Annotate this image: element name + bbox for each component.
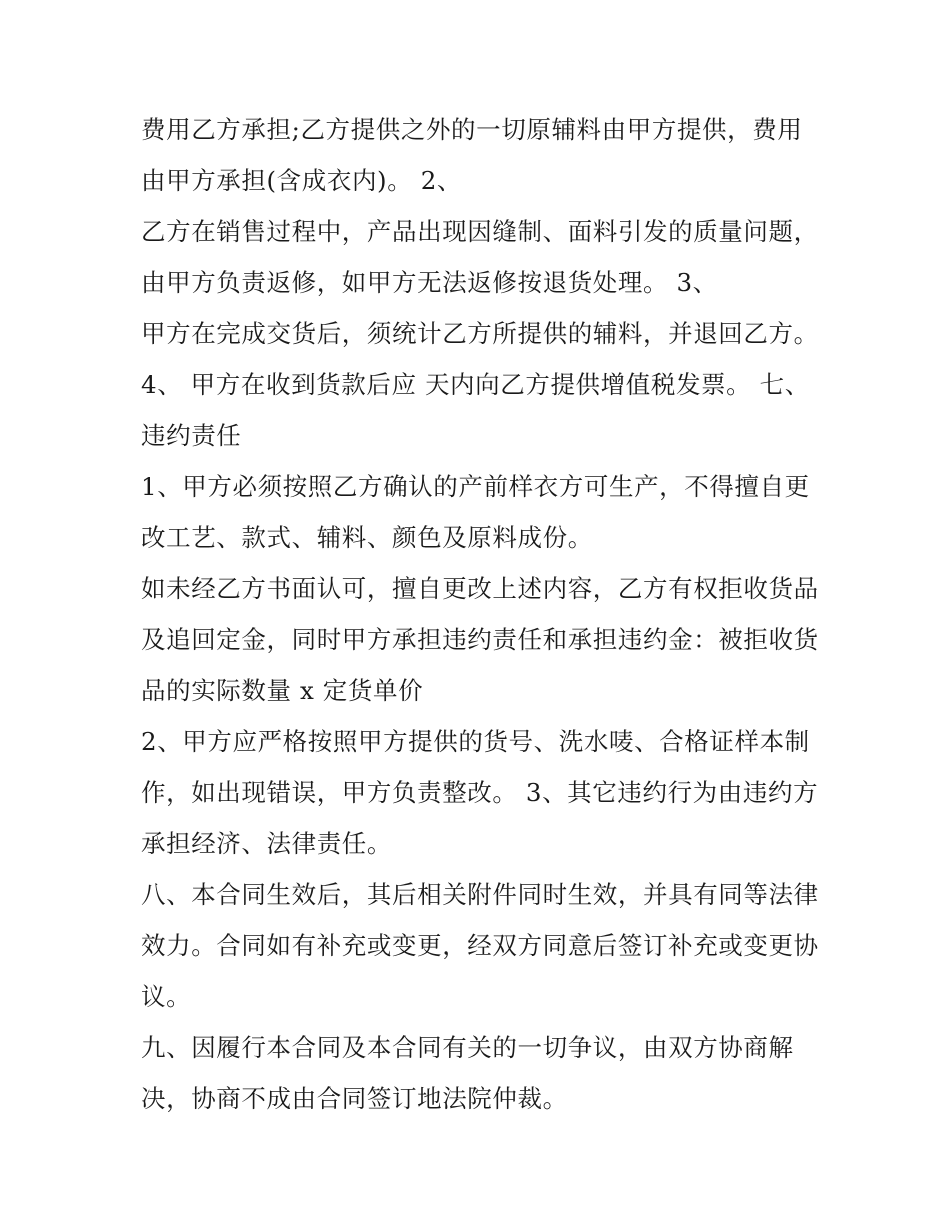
text-line: 2、甲方应严格按照甲方提供的货号、洗水唛、合格证样本制 [141,727,810,756]
text-line: 由甲方负责返修，如甲方无法返修按退货处理。 3、 [141,268,718,297]
text-line: 如未经乙方书面认可，擅自更改上述内容，乙方有权拒收货品 [141,574,819,603]
text-line: 4、 甲方在收到货款后应 天内向乙方提供增值税发票。 七、 [141,370,810,399]
text-line: 八、本合同生效后，其后相关附件同时生效，并具有同等法律 [141,880,819,909]
text-line: 1、甲方必须按照乙方确认的产前样衣方可生产，不得擅自更 [141,472,810,501]
text-line: 作，如出现错误，甲方负责整改。 3、其它违约行为由违约方 [141,778,819,807]
text-line: 乙方在销售过程中，产品出现因缝制、面料引发的质量问题， [141,217,819,246]
text-line: 品的实际数量 x 定货单价 [141,676,424,705]
text-line: 承担经济、法律责任。 [141,829,392,858]
text-line: 由甲方承担(含成衣内)。 2、 [141,166,462,195]
text-line: 费用乙方承担;乙方提供之外的一切原辅料由甲方提供，费用 [141,115,803,144]
contract-text [141,104,831,1124]
text-line: 九、因履行本合同及本合同有关的一切争议，由双方协商解 [141,1033,794,1062]
text-line: 及追回定金，同时甲方承担违约责任和承担违约金：被拒收货 [141,625,819,654]
text-line: 改工艺、款式、辅料、颜色及原料成份。 [141,523,593,552]
text-line: 甲方在完成交货后，须统计乙方所提供的辅料，并退回乙方。 [141,319,819,348]
text-line: 议。 [141,982,192,1011]
text-line: 决，协商不成由合同签订地法院仲裁。 [141,1084,568,1113]
text-line: 效力。合同如有补充或变更，经双方同意后签订补充或变更协 [141,931,819,960]
section-heading: 违约责任 [141,421,242,450]
